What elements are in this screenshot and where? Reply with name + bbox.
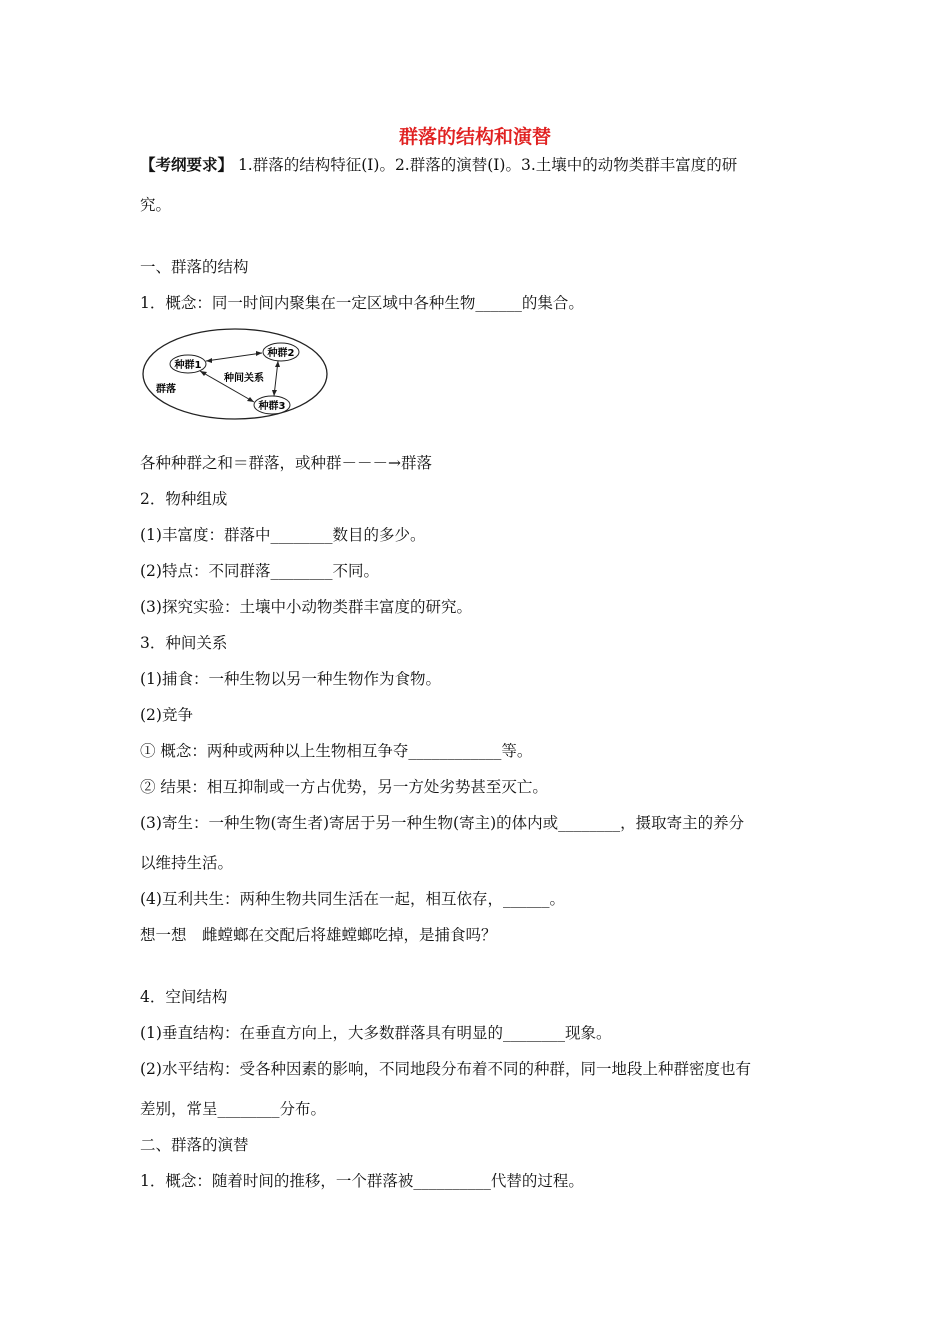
- section2-heading: 二、群落的演替: [140, 1136, 249, 1154]
- mutualism-line: (4)互利共生：两种生物共同生活在一起，相互依存，______。: [140, 890, 565, 908]
- population2-label: 种群2: [267, 348, 295, 359]
- horizontal-structure-line: (2)水平结构：受各种因素的影响，不同地段分布着不同的种群，同一地段上种群密度也有: [140, 1060, 751, 1078]
- competition-concept: ① 概念：两种或两种以上生物相互争夺____________等。: [140, 742, 533, 760]
- arrow-1-2: [206, 353, 262, 361]
- succession-concept: 1．概念：随着时间的推移，一个群落被__________代替的过程。: [140, 1172, 584, 1190]
- competition-heading: (2)竞争: [140, 706, 193, 724]
- section1-heading: 一、群落的结构: [140, 258, 249, 276]
- spatial-heading: 4．空间结构: [140, 988, 228, 1006]
- interspecific-label: 种间关系: [224, 373, 264, 384]
- requirements-tag: 【考纲要求】: [140, 155, 234, 174]
- predation-line: (1)捕食：一种生物以另一种生物作为食物。: [140, 670, 441, 688]
- feature-line: (2)特点：不同群落________不同。: [140, 562, 379, 580]
- parasitism-continuation: 以维持生活。: [140, 854, 234, 872]
- competition-result: ② 结果：相互抑制或一方占优势，另一方处劣势甚至灭亡。: [140, 778, 548, 796]
- horizontal-continuation: 差别，常呈________分布。: [140, 1100, 327, 1118]
- species-composition-heading: 2．物种组成: [140, 490, 228, 508]
- vertical-structure-line: (1)垂直结构：在垂直方向上，大多数群落具有明显的________现象。: [140, 1024, 612, 1042]
- population1-label: 种群1: [174, 360, 202, 371]
- document-title: 群落的结构和演替: [398, 126, 551, 148]
- requirements-continuation: 究。: [140, 196, 172, 214]
- community-label: 群落: [156, 384, 176, 395]
- richness-line: (1)丰富度：群落中________数目的多少。: [140, 526, 426, 544]
- parasitism-line: (3)寄生：一种生物(寄生者)寄居于另一种生物(寄主)的体内或________，摄取寄主的养分: [140, 814, 745, 832]
- population3-label: 种群3: [258, 401, 286, 412]
- requirements-text: 1.群落的结构特征(Ⅰ)。2.群落的演替(Ⅰ)。3.土壤中的动物类群丰富度的研: [233, 156, 738, 174]
- think-line: 想一想 雌螳螂在交配后将雄螳螂吃掉，是捕食吗？: [140, 926, 497, 944]
- requirements-line: [140, 153, 737, 175]
- formula-line: 各种种群之和＝群落，或种群－－－→群落: [140, 454, 432, 472]
- community-diagram: [140, 326, 330, 422]
- concept-line: 1．概念：同一时间内聚集在一定区域中各种生物______的集合。: [140, 294, 584, 312]
- interspecific-heading: 3．种间关系: [140, 634, 228, 652]
- experiment-line: (3)探究实验：土壤中小动物类群丰富度的研究。: [140, 598, 472, 616]
